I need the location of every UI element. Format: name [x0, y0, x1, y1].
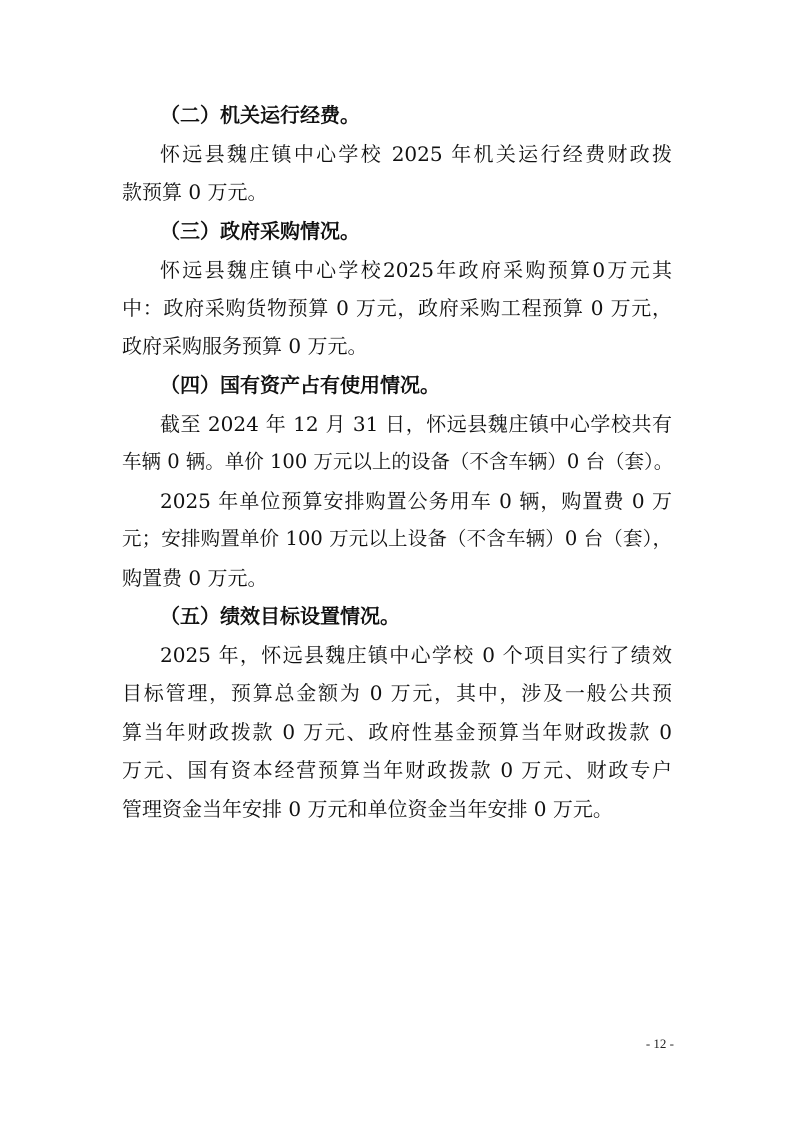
paragraph-line: 管理资金当年安排 0 万元和单位资金当年安排 0 万元。	[122, 797, 613, 821]
page-number: - 12 -	[645, 1036, 674, 1051]
paragraph-line: 2025 年，怀远县魏庄镇中心学校 0 个项目实行了绩效	[160, 643, 672, 667]
paragraph-line: 怀远县魏庄镇中心学校 2025 年机关运行经费财政拨	[160, 142, 672, 166]
section-heading-3: （三）政府采购情况。	[160, 219, 360, 243]
section-heading-5: （五）绩效目标设置情况。	[160, 604, 400, 628]
paragraph-line: 算当年财政拨款 0 万元、政府性基金预算当年财政拨款 0	[122, 720, 672, 744]
paragraph-line: 政府采购服务预算 0 万元。	[122, 334, 368, 358]
paragraph-line: 截至 2024 年 12 月 31 日，怀远县魏庄镇中心学校共有	[160, 412, 672, 436]
paragraph-line: 怀远县魏庄镇中心学校2025年政府采购预算0万元其	[160, 258, 672, 282]
paragraph-line: 购置费 0 万元。	[122, 566, 268, 590]
paragraph-line: 2025 年单位预算安排购置公务用车 0 辆，购置费 0 万	[160, 489, 672, 513]
section-heading-2: （二）机关运行经费。	[160, 103, 360, 127]
paragraph-line: 款预算 0 万元。	[122, 180, 268, 204]
paragraph-line: 中：政府采购货物预算 0 万元，政府采购工程预算 0 万元，	[122, 296, 672, 320]
section-heading-4: （四）国有资产占有使用情况。	[160, 373, 440, 397]
paragraph-line: 车辆 0 辆。单价 100 万元以上的设备（不含车辆）0 台（套）。	[122, 450, 674, 473]
paragraph-line: 万元、国有资本经营预算当年财政拨款 0 万元、财政专户	[122, 758, 672, 782]
paragraph-line: 元；安排购置单价 100 万元以上设备（不含车辆）0 台（套），	[122, 527, 672, 550]
paragraph-line: 目标管理，预算总金额为 0 万元，其中，涉及一般公共预	[122, 681, 672, 705]
